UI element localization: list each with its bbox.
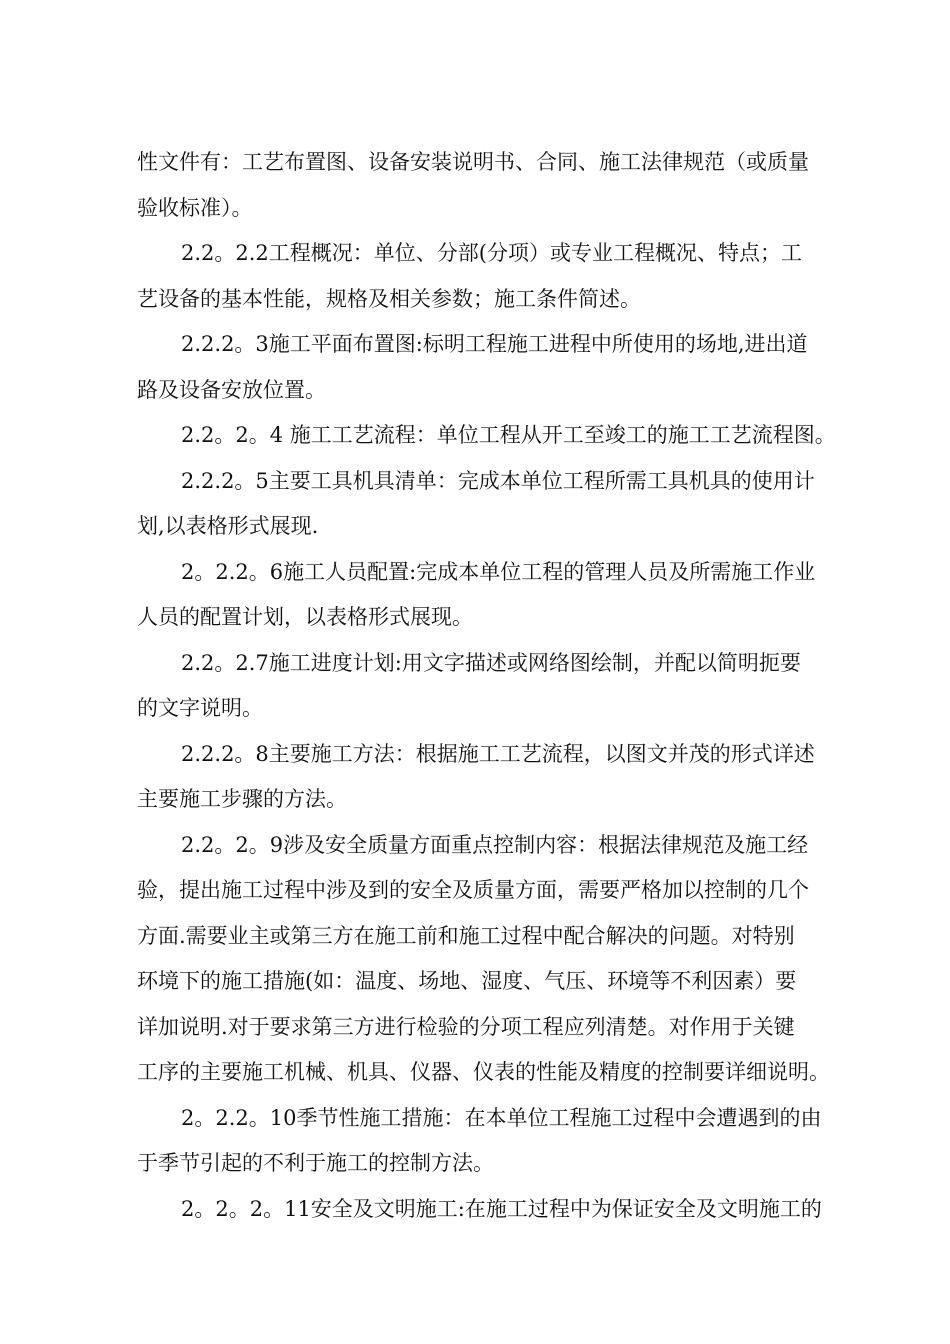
section-2-2-2-8-heading: 2.2.2。8主要施工方法：根据施工工艺流程，以图文并茂的形式详述	[181, 741, 815, 766]
text-line: 路及设备安放位置。	[137, 377, 326, 402]
text-line: 艺设备的基本性能，规格及相关参数；施工条件简述。	[137, 286, 641, 311]
section-2-2-2-4-heading: 2.2。2。4 施工工艺流程：单位工程从开工至竣工的施工工艺流程图。	[181, 423, 836, 447]
text-line: 验收标准）。	[137, 195, 253, 220]
section-2-2-2-7-heading: 2.2。2.7施工进度计划:用文字描述或网络图绘制，并配以简明扼要	[181, 650, 801, 675]
text-line: 工序的主要施工机械、机具、仪器、仪表的性能及精度的控制要详细说明。	[137, 1060, 830, 1084]
text-line: 验，提出施工过程中涉及到的安全及质量方面，需要严格加以控制的几个	[137, 878, 809, 902]
text-line: 详加说明.对于要求第三方进行检验的分项工程应列清楚。对作用于关键	[137, 1014, 795, 1039]
section-2-2-2-11-heading: 2。2。2。11安全及文明施工:在施工过程中为保证安全及文明施工的	[181, 1196, 822, 1221]
text-line: 划,以表格形式展现.	[137, 514, 319, 538]
body-text	[137, 140, 863, 1232]
section-2-2-2-2-heading: 2.2。2.2工程概况：单位、分部(分项）或专业工程概况、特点；工	[181, 241, 802, 265]
text-line: 主要施工步骤的方法。	[137, 787, 347, 811]
text-line: 环境下的施工措施(如：温度、场地、湿度、气压、环境等不利因素）要	[137, 969, 797, 993]
text-line: 性文件有：工艺布置图、设备安装说明书、合同、施工法律规范（或质量	[137, 150, 809, 174]
section-2-2-2-3-heading: 2.2.2。3施工平面布置图:标明工程施工进程中所使用的场地,进出道	[181, 332, 808, 356]
section-2-2-2-6-heading: 2。2.2。6施工人员配置:完成本单位工程的管理人员及所需施工作业	[181, 559, 816, 584]
section-2-2-2-5-heading: 2.2.2。5主要工具机具清单：完成本单位工程所需工具机具的使用计	[181, 468, 815, 493]
section-2-2-2-9-heading: 2.2。2。9涉及安全质量方面重点控制内容：根据法律规范及施工经	[181, 832, 809, 857]
text-line: 的文字说明。	[137, 696, 263, 720]
text-line: 方面.需要业主或第三方在施工前和施工过程中配合解决的问题。对特别	[137, 923, 795, 948]
section-2-2-2-10-heading: 2。2.2。10季节性施工措施：在本单位工程施工过程中会遭遇到的由	[181, 1105, 822, 1130]
text-line: 人员的配置计划，以表格形式展现。	[137, 605, 473, 629]
text-line: 于季节引起的不利于施工的控制方法。	[137, 1151, 494, 1175]
